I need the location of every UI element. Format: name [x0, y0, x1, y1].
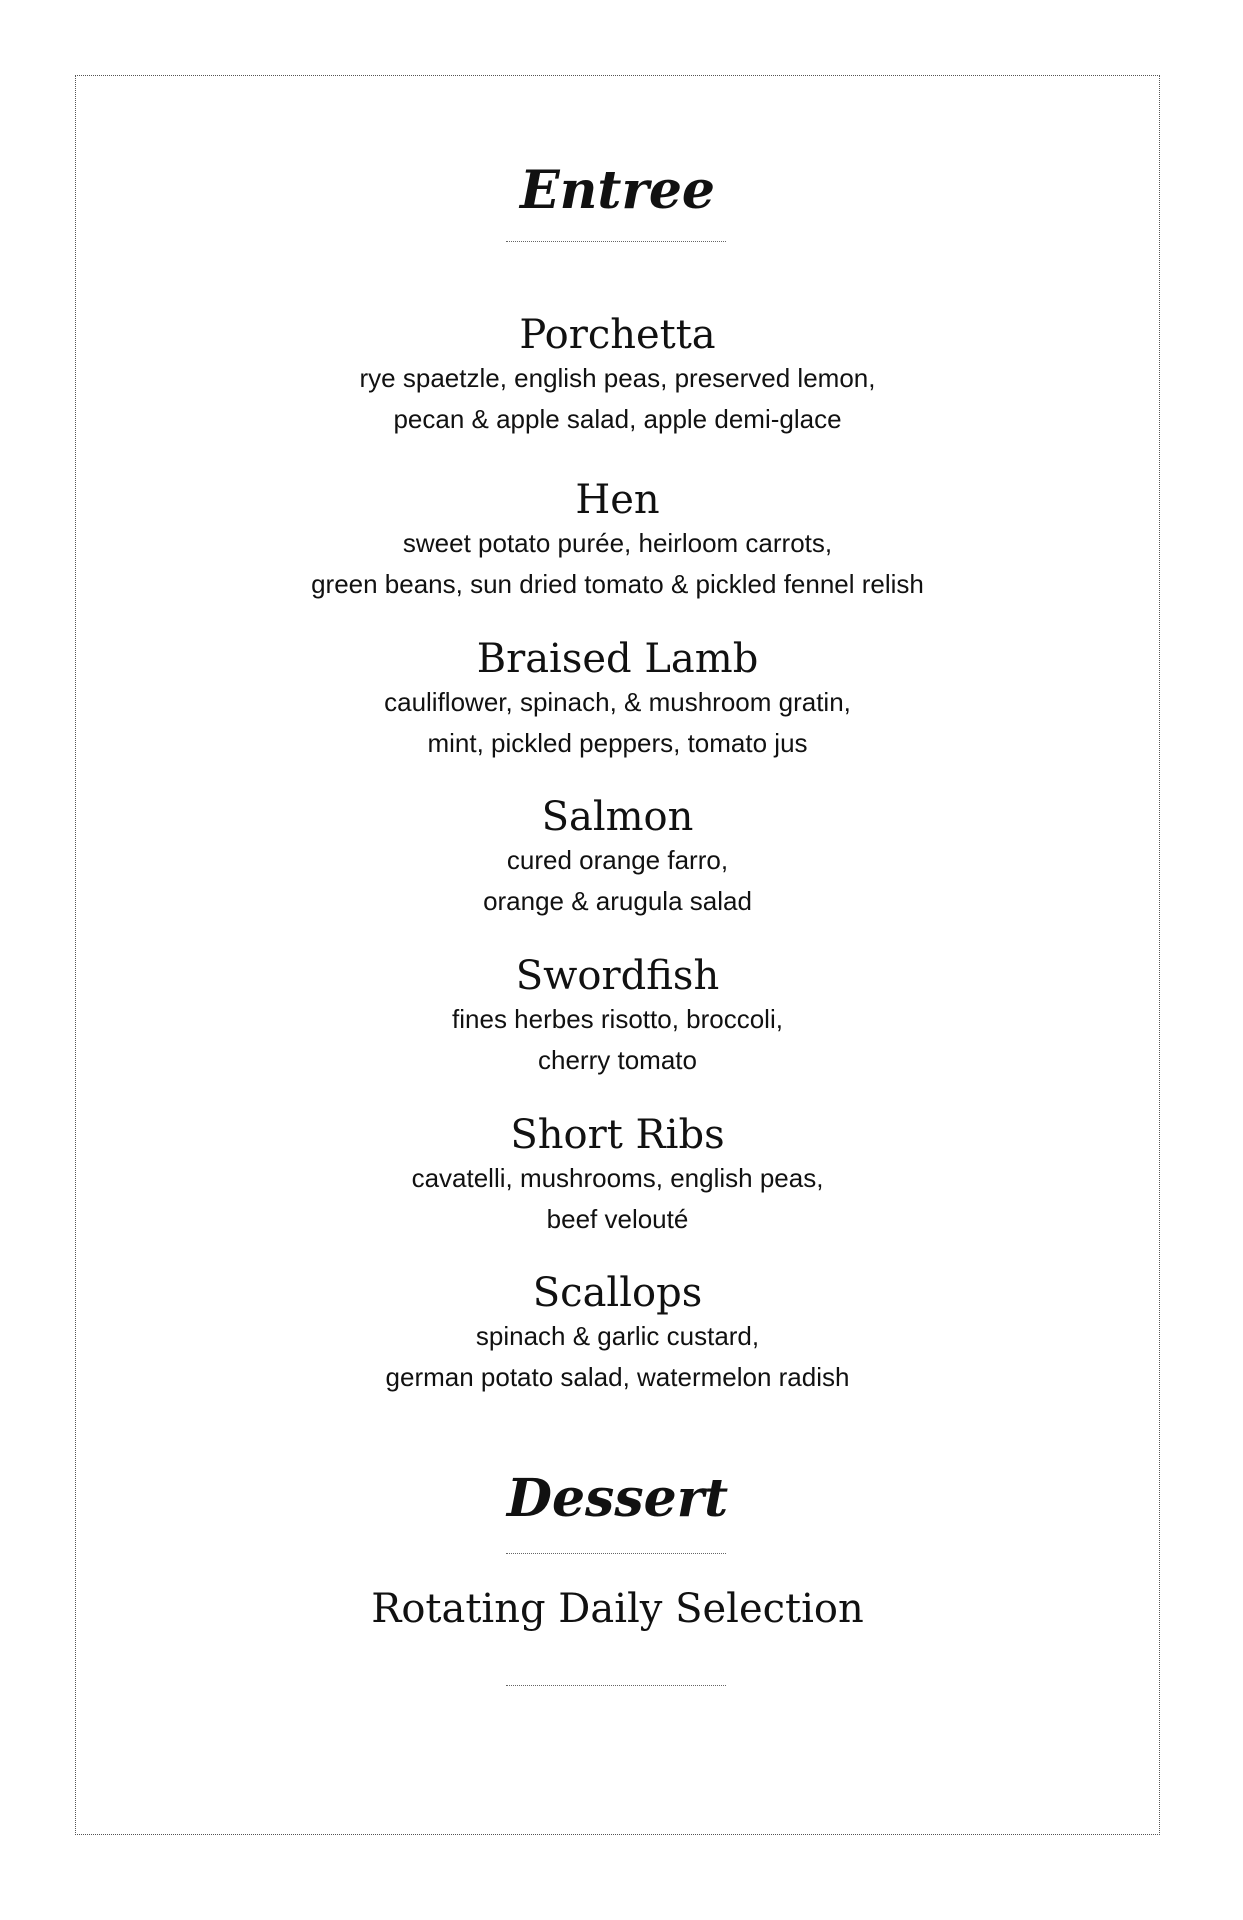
item-name: Porchetta — [519, 312, 716, 358]
entree-heading: Entree — [519, 160, 716, 221]
item-description-line: beef velouté — [546, 1204, 689, 1234]
item-description-line: german potato salad, watermelon radish — [385, 1362, 850, 1392]
menu-item-hen — [76, 477, 1159, 605]
item-name: Salmon — [541, 794, 694, 840]
item-name: Swordfish — [515, 953, 720, 999]
dessert-divider — [506, 1553, 726, 1554]
dessert-item: Rotating Daily Selection — [371, 1586, 864, 1632]
item-name: Scallops — [532, 1270, 703, 1316]
item-description-line: cavatelli, mushrooms, english peas, — [411, 1163, 824, 1193]
item-description-line: green beans, sun dried tomato & pickled fennel relish — [311, 569, 924, 599]
dessert-heading: Dessert — [506, 1468, 729, 1529]
item-description-line: cherry tomato — [538, 1045, 697, 1075]
menu-item-braised-lamb — [76, 636, 1159, 764]
menu-item-salmon — [76, 794, 1159, 922]
item-name: Hen — [575, 477, 660, 523]
menu-item-short-ribs — [76, 1112, 1159, 1240]
menu-item-scallops — [76, 1270, 1159, 1398]
item-description-line: cauliflower, spinach, & mushroom gratin, — [384, 687, 851, 717]
item-description-line: rye spaetzle, english peas, preserved lemon, — [359, 363, 876, 393]
item-description-line: spinach & garlic custard, — [475, 1321, 760, 1351]
item-description-line: mint, pickled peppers, tomato jus — [427, 728, 808, 758]
item-description-line: fines herbes risotto, broccoli, — [452, 1004, 783, 1034]
menu-item-swordfish — [76, 953, 1159, 1081]
entree-divider — [506, 241, 726, 242]
menu-item-porchetta — [76, 312, 1159, 440]
item-name: Short Ribs — [510, 1112, 725, 1158]
item-description-line: pecan & apple salad, apple demi-glace — [393, 404, 842, 434]
item-description-line: cured orange farro, — [506, 845, 729, 875]
item-name: Braised Lamb — [476, 636, 759, 682]
menu-frame — [75, 75, 1160, 1835]
item-description-line: orange & arugula salad — [483, 886, 752, 916]
bottom-divider — [506, 1685, 726, 1686]
item-description-line: sweet potato purée, heirloom carrots, — [402, 528, 833, 558]
